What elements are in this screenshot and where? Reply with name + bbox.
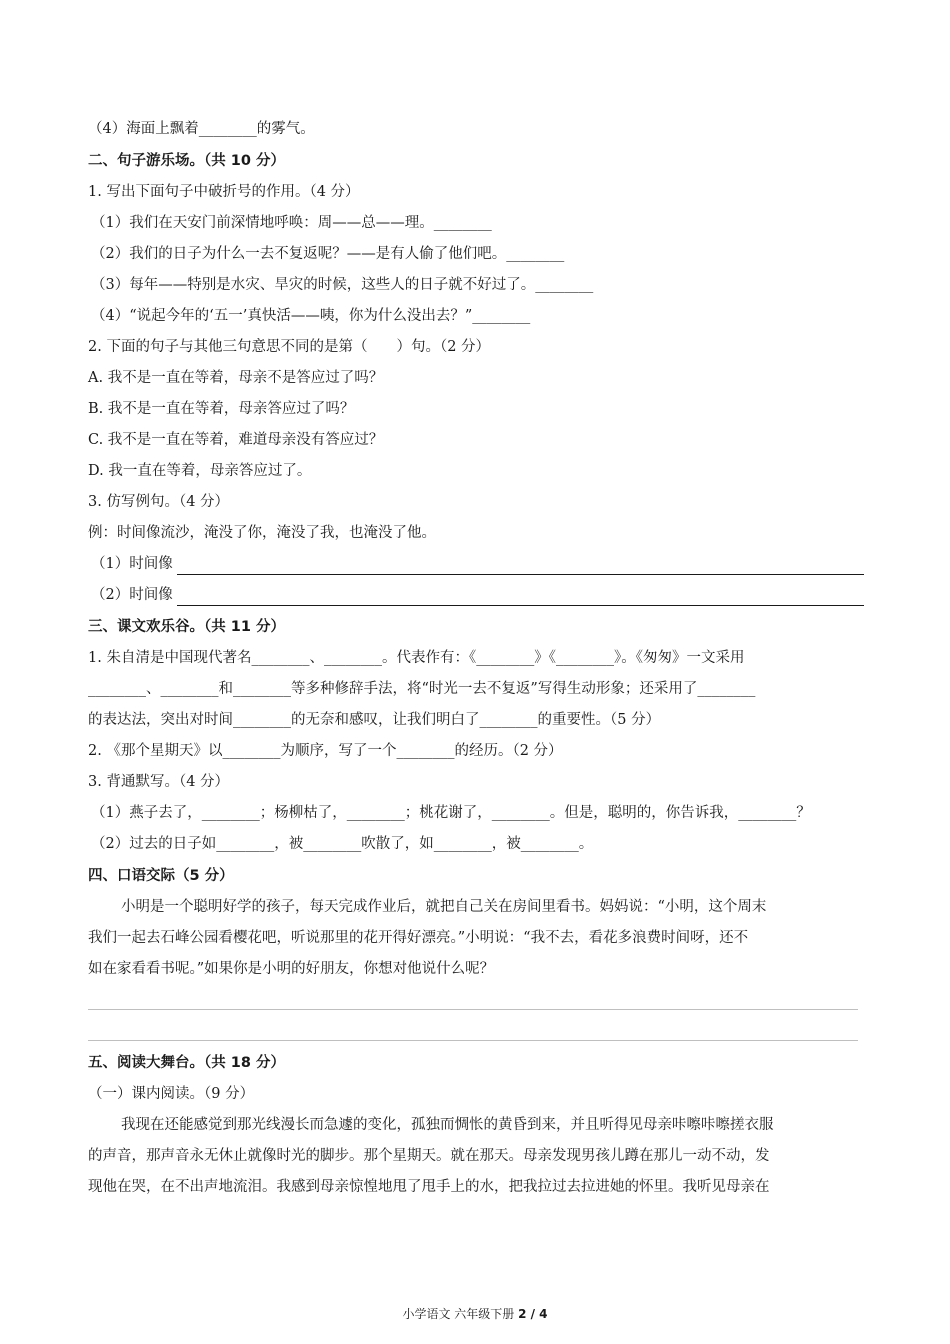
- question-line: （2）我们的日子为什么一去不复返呢？——是有人偷了他们吧。________: [91, 246, 565, 262]
- option-line: C. 我不是一直在等着，难道母亲没有答应过？: [88, 432, 384, 448]
- section-heading: 三、课文欢乐谷。（共 11 分）: [88, 619, 286, 635]
- section-heading: 五、阅读大舞台。（共 18 分）: [88, 1055, 286, 1071]
- question-line: （3）每年——特别是水灾、旱灾的时候，这些人的日子就不好过了。________: [91, 277, 594, 293]
- question-line: 2. 下面的句子与其他三句意思不同的是第（ ）句。（2 分）: [88, 339, 491, 355]
- passage-line: 现他在哭，在不出声地流泪。我感到母亲惊惶地甩了甩手上的水，把我拉过去拉进她的怀里。我听见母亲在: [88, 1179, 770, 1195]
- answer-blank[interactable]: [177, 605, 864, 606]
- footer-subject: 小学语文 六年级下册: [402, 1307, 519, 1321]
- question-line: （1）燕子去了，________；杨柳枯了，________；桃花谢了，________。但是，聪明的，你告诉我，________？: [91, 805, 811, 821]
- page-footer: [0, 1306, 950, 1322]
- question-line: ________、________和________等多种修辞手法，将“时光一去不复返”写得生动形象；还采用了________: [88, 681, 756, 697]
- section-heading: 二、句子游乐场。（共 10 分）: [88, 153, 286, 169]
- question-line: （1）时间像: [91, 556, 173, 572]
- option-line: B. 我不是一直在等着，母亲答应过了吗？: [88, 401, 355, 417]
- passage-line: 如在家看看书呢。”如果你是小明的好朋友，你想对他说什么呢？: [88, 961, 495, 977]
- question-line: 2. 《那个星期天》以________为顺序，写了一个________的经历。（2 分）: [88, 743, 563, 759]
- subsection-heading: （一）课内阅读。（9 分）: [88, 1086, 255, 1102]
- option-line: A. 我不是一直在等着，母亲不是答应过了吗？: [88, 370, 384, 386]
- answer-rule[interactable]: [88, 1040, 858, 1041]
- question-line: 1. 写出下面句子中破折号的作用。（4 分）: [88, 184, 360, 200]
- answer-rule[interactable]: [88, 1009, 858, 1010]
- passage-line: 小明是一个聪明好学的孩子，每天完成作业后，就把自己关在房间里看书。妈妈说：“小明，这个周末: [121, 899, 767, 915]
- section-heading: 四、口语交际（5 分）: [88, 868, 234, 884]
- question-line: （2）过去的日子如________，被________吹散了，如________，被________。: [91, 836, 594, 852]
- question-line: （2）时间像: [91, 587, 173, 603]
- passage-line: 我们一起去石峰公园看樱花吧，听说那里的花开得好漂亮。”小明说：“我不去，看花多浪费时间呀，还不: [88, 930, 749, 946]
- passage-line: 的声音，那声音永无休止就像时光的脚步。那个星期天。就在那天。母亲发现男孩儿蹲在那儿一动不动，发: [88, 1148, 770, 1164]
- question-line: 3. 背通默写。（4 分）: [88, 774, 230, 790]
- question-line: 3. 仿写例句。（4 分）: [88, 494, 230, 510]
- question-line: 的表达法，突出对时间________的无奈和感叹，让我们明白了________的重要性。（5 分）: [88, 712, 661, 728]
- question-line: （4）“说起今年的‘五一’真快活——咦，你为什么没出去？”________: [91, 308, 531, 324]
- question-line: 1. 朱自清是中国现代著名________、________。代表作有：《________》《________》。《匆匆》一文采用: [88, 650, 745, 666]
- question-line: （1）我们在天安门前深情地呼唤：周——总——理。________: [91, 215, 492, 231]
- question-line: （4）海面上飘着________的雾气。: [88, 121, 315, 137]
- answer-blank[interactable]: [177, 574, 864, 575]
- example-line: 例：时间像流沙，淹没了你，淹没了我，也淹没了他。: [88, 525, 436, 541]
- page-number: 2 / 4: [518, 1307, 548, 1321]
- option-line: D. 我一直在等着，母亲答应过了。: [88, 463, 312, 479]
- passage-line: 我现在还能感觉到那光线漫长而急遽的变化，孤独而惆怅的黄昏到来，并且听得见母亲咔嚓咔嚓搓衣服: [121, 1117, 774, 1133]
